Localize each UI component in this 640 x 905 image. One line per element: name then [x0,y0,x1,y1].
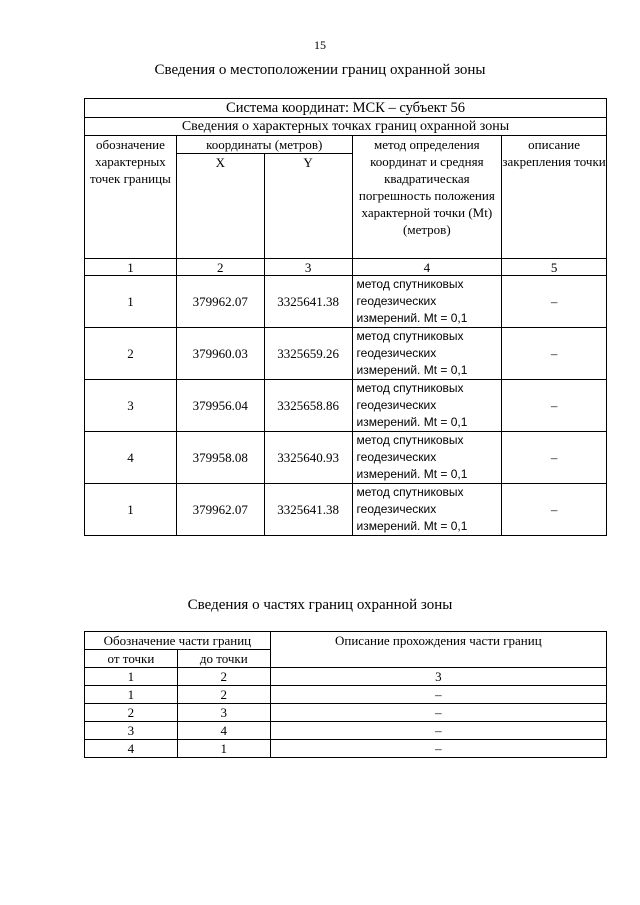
from-point-header: от точки [85,650,178,668]
table-row [85,740,607,758]
points-table-subtitle: Сведения о характерных точках границ охранной зоны [85,118,607,136]
coordinate-system-caption: Система координат: МСК – субъект 56 [85,99,607,118]
description-cell: – [270,686,606,704]
from-point-cell: 4 [85,740,178,758]
to-point-cell: 1 [177,740,270,758]
method-cell: метод спутниковых геодезических измерений. Mt = 0,1 [352,432,502,484]
method-cell: метод спутниковых геодезических измерений. Mt = 0,1 [352,276,502,328]
part-designation-header: Обозначение части границ [85,632,271,650]
method-header: метод определения координат и средняя квадратическая погрешность положения характерной точки (Mt) (метров) [352,136,502,259]
description-cell: – [502,432,607,484]
column-number: 4 [352,259,502,276]
x-cell: 379962.07 [176,484,264,536]
description-cell: – [502,484,607,536]
description-cell: – [270,740,606,758]
point-cell: 2 [85,328,177,380]
description-cell: – [502,380,607,432]
column-number: 5 [502,259,607,276]
boundary-points-table [84,98,607,536]
table-row [85,686,607,704]
column-number: 2 [176,259,264,276]
table-row [85,380,607,432]
x-cell: 379958.08 [176,432,264,484]
y-cell: 3325659.26 [264,328,352,380]
description-cell: – [270,722,606,740]
table-row [85,704,607,722]
boundary-parts-section-title: Сведения о частях границ охранной зоны [187,597,453,613]
to-point-cell: 3 [177,704,270,722]
point-designation-header: обозначение характерных точек границы [85,136,177,259]
fixation-description-header: описание закрепления точки [502,136,607,259]
table-row [85,722,607,740]
y-cell: 3325640.93 [264,432,352,484]
to-point-cell: 2 [177,686,270,704]
x-cell: 379956.04 [176,380,264,432]
table-row [85,328,607,380]
from-point-cell: 2 [85,704,178,722]
point-cell: 1 [85,276,177,328]
x-header: X [176,154,264,259]
y-cell: 3325641.38 [264,484,352,536]
from-point-cell: 1 [85,686,178,704]
from-point-cell: 3 [85,722,178,740]
y-header: Y [264,154,352,259]
to-point-header: до точки [177,650,270,668]
column-number: 3 [264,259,352,276]
description-cell: – [270,704,606,722]
method-cell: метод спутниковых геодезических измерений. Mt = 0,1 [352,380,502,432]
method-cell: метод спутниковых геодезических измерений. Mt = 0,1 [352,484,502,536]
description-cell: – [502,328,607,380]
passage-description-header: Описание прохождения части границ [270,632,606,668]
table-row [85,276,607,328]
y-cell: 3325641.38 [264,276,352,328]
column-number: 3 [270,668,606,686]
method-cell: метод спутниковых геодезических измерений. Mt = 0,1 [352,328,502,380]
to-point-cell: 4 [177,722,270,740]
x-cell: 379960.03 [176,328,264,380]
column-number: 1 [85,668,178,686]
coordinates-header: координаты (метров) [176,136,352,154]
x-cell: 379962.07 [176,276,264,328]
point-cell: 3 [85,380,177,432]
column-number: 1 [85,259,177,276]
table-row [85,432,607,484]
coordinates-section-title: Сведения о местоположении границ охранной зоны [154,62,486,78]
boundary-parts-table [84,631,607,758]
page-number: 15 [314,38,326,52]
description-cell: – [502,276,607,328]
column-number: 2 [177,668,270,686]
point-cell: 4 [85,432,177,484]
point-cell: 1 [85,484,177,536]
table-row [85,484,607,536]
y-cell: 3325658.86 [264,380,352,432]
